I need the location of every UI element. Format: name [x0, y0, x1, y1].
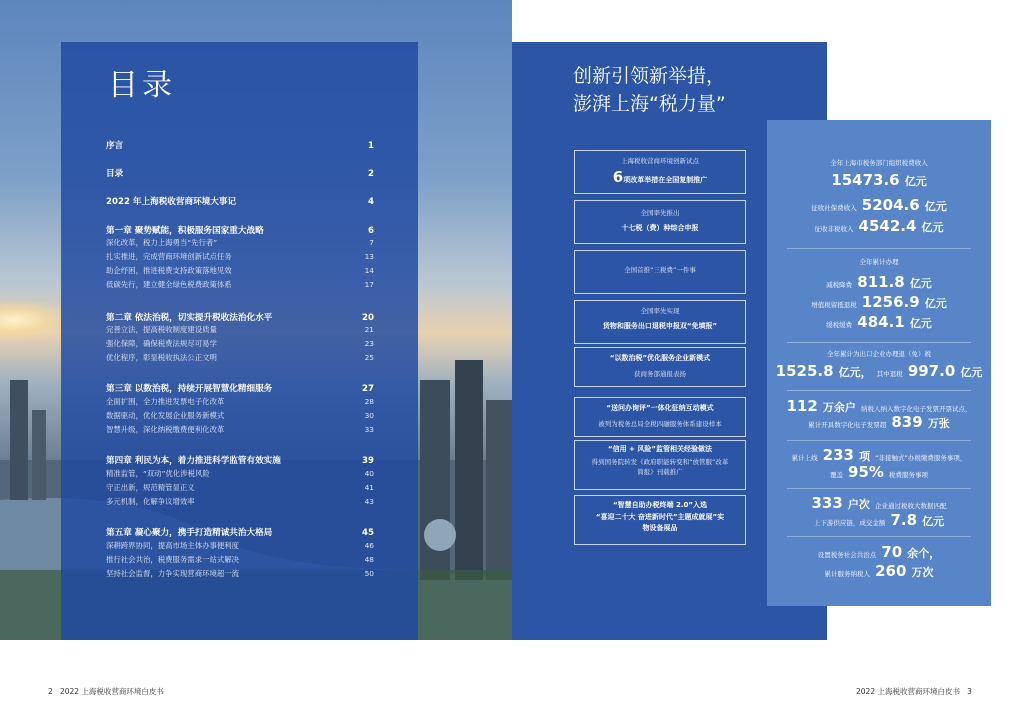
- stat-label: “非接触式”办税缴费服务事项，: [875, 454, 967, 462]
- toc-label: 优化程序，彰显税收执法公正文明: [106, 353, 217, 362]
- stat-value: 70: [881, 543, 903, 561]
- toc-page-number: 17: [364, 280, 374, 289]
- toc-section[interactable]: [106, 265, 374, 276]
- toc-page-number: 28: [364, 397, 374, 406]
- toc-chapter[interactable]: [106, 526, 374, 538]
- box-bold-text: 项改革举措在全国复制推广: [623, 176, 708, 184]
- toc-section[interactable]: [106, 251, 374, 262]
- stat-label: 企业通过税收大数据匹配: [875, 502, 947, 510]
- highlights-title: [573, 62, 726, 118]
- toc-chapter[interactable]: [106, 311, 374, 323]
- stat-vat-refund: [767, 292, 991, 311]
- toc-chapter[interactable]: [106, 454, 374, 466]
- toc-page-number: 4: [368, 197, 374, 207]
- divider: [787, 488, 971, 489]
- stat-value: 811.8: [857, 273, 905, 291]
- stat-unit: 亿元: [922, 515, 945, 528]
- toc-section[interactable]: [106, 410, 374, 421]
- stat-label: 征收非税收入: [814, 225, 854, 233]
- toc-section[interactable]: [106, 540, 374, 551]
- divider: [787, 536, 971, 537]
- stat-label: 税费服务事项: [889, 471, 929, 479]
- stat-deferral: [767, 312, 991, 331]
- stat-label: 覆盖: [829, 471, 843, 479]
- stat-unit: 亿元: [909, 317, 932, 330]
- box-big-number: 6: [612, 168, 624, 186]
- stat-unit: 亿元: [909, 277, 932, 290]
- toc-label: 目录: [106, 169, 124, 179]
- toc-label: 坚持社会监督，力争实现营商环境超一流: [106, 569, 240, 578]
- toc-page-number: 41: [364, 483, 374, 492]
- toc-label: 深化改革，税力上海勇当“先行者”: [106, 238, 218, 247]
- highlight-box-6: [574, 397, 746, 437]
- box-top-text: “智慧自助办税终端 2.0”入选: [612, 501, 708, 509]
- stat-unit: 万张: [927, 417, 950, 430]
- divider: [787, 440, 971, 441]
- stat-label: 增值税留抵退税: [811, 301, 857, 309]
- stat-label: 其中退税: [876, 370, 903, 378]
- toc-label: 助企纾困，推进税费支持政策落地见效: [106, 266, 232, 275]
- toc-label: 序言: [106, 141, 124, 151]
- highlight-box-5: [574, 347, 746, 387]
- stat-unit: 亿元: [904, 175, 927, 188]
- stat-label: 纳税人纳入数字化电子发票开票试点，: [861, 405, 972, 413]
- toc-label: 强化保障，确保税费法规尽可易学: [106, 339, 217, 348]
- stat-label: 设置税务社会共治点: [817, 551, 877, 559]
- stat-value: 997.0: [907, 362, 956, 380]
- sunset-glow: [0, 300, 70, 340]
- stat-label: 缓税缓费: [826, 321, 853, 329]
- toc-label: 第一章 聚势赋能，积极服务国家重大战略: [106, 226, 264, 236]
- toc-page-number: 43: [364, 497, 374, 506]
- stat-tax-reduction: [767, 272, 991, 291]
- stat-non-tax: [767, 216, 991, 235]
- stat-total-label: 全年上海市税务部门组织税费收入: [830, 159, 928, 167]
- toc-label: 数据驱动，优化发展企业服务新模式: [106, 411, 225, 420]
- toc-label: 扎实推进，完成营商环境创新试点任务: [106, 252, 232, 261]
- toc-page-number: 27: [362, 384, 374, 394]
- highlight-box-3: [574, 250, 746, 294]
- box-bold-text: 十七税（费）种综合申报: [621, 224, 699, 232]
- toc-page-number: 46: [364, 541, 374, 550]
- highlight-box-4: [574, 300, 746, 344]
- toc-label: 第三章 以数治税，持续开展智慧化精细服务: [106, 384, 273, 394]
- page-number: 3: [967, 687, 972, 696]
- toc-label: 守正出新，规范精管显正义: [106, 483, 195, 492]
- stat-label: 上下游供应链，成交金额: [813, 519, 886, 527]
- stat-value: 5204.6: [861, 196, 920, 214]
- toc-page-number: 30: [364, 411, 374, 420]
- box-sub-text: 得到国务院转发《政府职能转变和“放管服”改革简报》刊载推广: [591, 458, 729, 476]
- stat-unit: 亿元: [921, 221, 944, 234]
- toc-section[interactable]: [106, 279, 374, 290]
- stat-deal-amount: [767, 510, 991, 529]
- stat-value: 112: [786, 397, 818, 415]
- stat-value: 1525.8: [775, 362, 834, 380]
- toc-section[interactable]: [106, 352, 374, 363]
- toc-chapter[interactable]: [106, 224, 374, 236]
- toc-label: 2022 年上海税收营商环境大事记: [106, 197, 237, 207]
- toc-section[interactable]: [106, 424, 374, 435]
- toc-page-number: 6: [368, 226, 374, 236]
- toc-label: 多元机制，化解争议增效率: [106, 497, 195, 506]
- toc-label: 全面扩围，全力推进发票电子化改革: [106, 397, 225, 406]
- toc-title: 目录: [108, 68, 176, 103]
- toc-label: 深耕跨界协同，提高市场主体办事便利度: [106, 541, 240, 550]
- toc-section[interactable]: [106, 554, 374, 565]
- divider: [787, 342, 971, 343]
- stat-value: 839: [891, 413, 923, 431]
- toc-label: 推行社会共治，税费服务需求一站式解决: [106, 555, 240, 564]
- stat-label: 累计开具数字化电子发票超: [808, 421, 887, 429]
- toc-page-number: 1: [368, 141, 374, 151]
- page-number: 2: [48, 687, 53, 696]
- toc-label: 第五章 凝心聚力，携手打造精诚共治大格局: [106, 528, 273, 538]
- footer-title: 2022 上海税收营商环境白皮书: [856, 687, 960, 696]
- toc-page-number: 2: [368, 169, 374, 179]
- box-top-text: “信用 + 风险”监管相关经验做法: [608, 445, 712, 453]
- highlight-box-8: [574, 495, 746, 545]
- stat-value: 233: [822, 446, 854, 464]
- stat-unit: 万余户: [822, 401, 856, 414]
- footer-left: [48, 686, 164, 697]
- toc-page-number: 33: [364, 425, 374, 434]
- toc-chapter[interactable]: [106, 195, 374, 207]
- toc-label: 完善立法，提高税收制度建设质量: [106, 325, 217, 334]
- stat-unit: 户次: [847, 498, 870, 511]
- footer-right: [856, 686, 972, 697]
- toc-chapter[interactable]: [106, 382, 374, 394]
- toc-page-number: 14: [364, 266, 374, 275]
- toc-page-number: 39: [362, 456, 374, 466]
- box-top-text: 全国率先实现: [640, 307, 680, 315]
- stat-unit: 余个，: [907, 547, 941, 560]
- divider: [787, 390, 971, 391]
- stat-unit: 亿元: [924, 297, 947, 310]
- stat-unit: 项: [859, 450, 871, 463]
- stat-social-insurance: [767, 195, 991, 214]
- stat-label: 减税降费: [826, 281, 853, 289]
- stat-unit: 万次: [911, 566, 934, 579]
- stat-unit: 亿元: [924, 200, 947, 213]
- toc-section[interactable]: [106, 568, 374, 579]
- stat-label: 累计上线: [791, 454, 818, 462]
- highlight-box-1: [574, 150, 746, 194]
- toc-section[interactable]: [106, 482, 374, 493]
- toc-page-number: 20: [362, 313, 374, 323]
- footer-title: 2022 上海税收营商环境白皮书: [59, 687, 164, 696]
- box-top-text: “送问办询评”一体化征纳互动模式: [606, 404, 714, 412]
- toc-page-number: 23: [364, 339, 374, 348]
- toc-chapter[interactable]: [106, 167, 374, 179]
- toc-section[interactable]: [106, 496, 374, 507]
- toc-section[interactable]: [106, 338, 374, 349]
- box-bold-text: 货物和服务出口退税申报双“免填报”: [602, 322, 718, 330]
- toc-page-number: 25: [364, 353, 374, 362]
- title-line-2: 澎湃上海“税力量”: [573, 93, 726, 115]
- box-sub-text: 被列为税务总局全税四融服务体系建设样本: [598, 420, 722, 428]
- divider: [787, 248, 971, 249]
- stat-value: 260: [875, 562, 907, 580]
- stat-value: 7.8: [890, 511, 918, 529]
- stat-cumulative-label: 全年累计办理: [859, 258, 899, 266]
- toc-section[interactable]: [106, 396, 374, 407]
- toc-page-number: 7: [369, 238, 374, 247]
- toc-page-number: 50: [364, 569, 374, 578]
- toc-chapter[interactable]: [106, 139, 374, 151]
- toc-label: 第二章 依法治税，切实提升税收法治化水平: [106, 313, 273, 323]
- box-bold-text: “喜迎二十大 奋进新时代”主题成就展”实物设备展品: [595, 513, 725, 532]
- stat-label: 累计服务纳税人: [824, 570, 870, 578]
- stat-unit: 亿元，: [838, 366, 872, 379]
- stats-panel: [767, 120, 991, 606]
- stat-total: [767, 170, 991, 189]
- highlight-box-2: [574, 200, 746, 244]
- toc-label: 智慧升级，深化纳税缴费便利化改革: [106, 425, 225, 434]
- toc-section[interactable]: [106, 324, 374, 335]
- stat-coverage: [767, 462, 991, 481]
- stat-export-refund: [767, 361, 991, 380]
- stat-value: 1256.9: [861, 293, 920, 311]
- stat-export-label: 全年累计为出口企业办理退（免）税: [827, 350, 931, 358]
- stat-served: [767, 561, 991, 580]
- stat-unit: 亿元: [960, 366, 983, 379]
- toc-section[interactable]: [106, 237, 374, 248]
- toc-label: 第四章 利民为本，着力推进科学监管有效实施: [106, 456, 281, 466]
- box-sub-text: 获商务部通报表扬: [634, 370, 686, 378]
- title-line-1: 创新引领新举措，: [573, 65, 726, 87]
- toc-page-number: 40: [364, 469, 374, 478]
- stat-value: 333: [811, 494, 843, 512]
- stat-label: 征收社保费收入: [811, 204, 857, 212]
- stat-value: 484.1: [857, 313, 905, 331]
- toc-page-number: 48: [364, 555, 374, 564]
- stat-e-invoice-count: [767, 412, 991, 431]
- stat-value: 15473.6: [831, 171, 900, 189]
- toc-page-number: 45: [362, 528, 374, 538]
- box-top-text: 全国率先推出: [640, 209, 680, 217]
- box-top-text: 上海税收营商环境创新试点: [621, 157, 699, 165]
- highlight-box-7: [574, 440, 746, 490]
- stat-value: 4542.4: [858, 217, 917, 235]
- toc-page-number: 21: [364, 325, 374, 334]
- stat-value: 95%: [848, 463, 884, 481]
- toc-page-number: 13: [364, 252, 374, 261]
- toc-section[interactable]: [106, 468, 374, 479]
- toc-label: 低碳先行，建立健全绿色税费政策体系: [106, 280, 232, 289]
- stat-co-governance: [767, 542, 991, 561]
- box-top-text: 全国首推“三税费”一件事: [624, 266, 696, 274]
- toc-label: 精准监管，“双动”优化涉税风险: [106, 469, 210, 478]
- box-top-text: “以数治税”优化服务企业新模式: [609, 354, 711, 362]
